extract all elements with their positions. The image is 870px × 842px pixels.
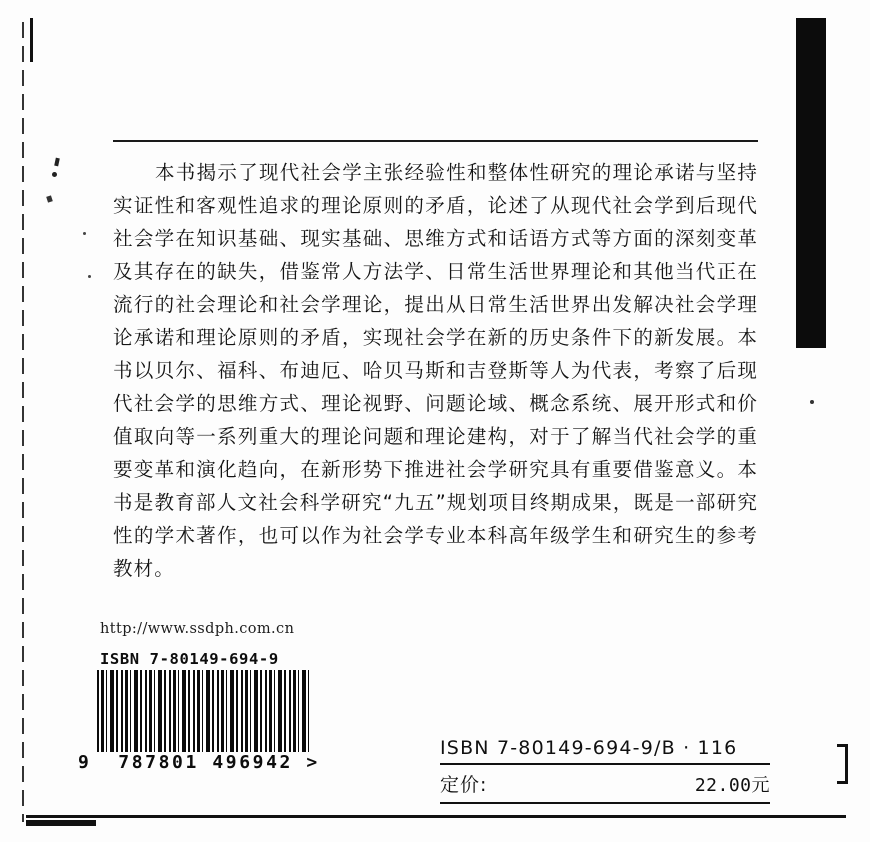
scan-edge-left-mark (30, 18, 33, 62)
price-label: 定价: (440, 774, 488, 796)
scan-speck-d (83, 232, 86, 235)
price-rule-top (440, 763, 770, 765)
scan-edge-bottom (26, 815, 846, 818)
isbn-label: ISBN 7-80149-694-9 (100, 650, 279, 668)
price-row (440, 770, 770, 797)
scan-edge-bottom-corner (26, 820, 96, 826)
scan-speck-left-b (52, 172, 57, 177)
barcode-bars (97, 670, 309, 752)
barcode-digits: 9 787801 496942 > (78, 752, 320, 773)
scan-artifact-black-bar (796, 18, 826, 348)
blurb-top-rule (113, 140, 758, 142)
scan-speck-left-c (46, 195, 53, 202)
blurb-text: 本书揭示了现代社会学主张经验性和整体性研究的理论承诺与坚持实证性和客观性追求的理论原则的矛盾，论述了从现代社会学到后现代社会学在知识基础、现实基础、思维方式和话语方式等方面的深刻变革及其存在的缺失，借鉴常人方法学、日常生活世界理论和其他当代正在流行的社会理论和社会学理论，提出从日常生活世界出发解决社会学理论承诺和理论原则的矛盾，实现社会学在新的历史条件下的新发展。本书以贝尔、福科、布迪厄、哈贝马斯和吉登斯等人为代表，考察了后现代社会学的思维方式、理论视野、问题论域、概念系统、展开形式和价值取向等一系列重大的理论问题和理论建构，对于了解当代社会学的重要变革和演化趋向，在新形势下推进社会学研究具有重要借鉴意义。本书是教育部人文社会科学研究“九五”规划项目终期成果，既是一部研究性的学术著作，也可以作为社会学专业本科高年级学生和研究生的参考教材。 (113, 161, 758, 580)
publisher-website-url[interactable]: http://www.ssdph.com.cn (100, 621, 295, 637)
scan-speck-right (810, 400, 814, 404)
isbn-full: ISBN 7-80149-694-9/B · 116 (440, 737, 738, 759)
price-block (440, 737, 770, 804)
blurb-block (113, 140, 758, 585)
scan-bracket-right (837, 744, 848, 784)
price-value: 22.00元 (694, 775, 770, 796)
scan-speck-left-a (54, 158, 60, 167)
scan-edge-left-dashed (22, 22, 24, 822)
price-rule-bottom (440, 802, 770, 804)
scan-speck-e (88, 275, 91, 278)
barcode (97, 670, 309, 752)
